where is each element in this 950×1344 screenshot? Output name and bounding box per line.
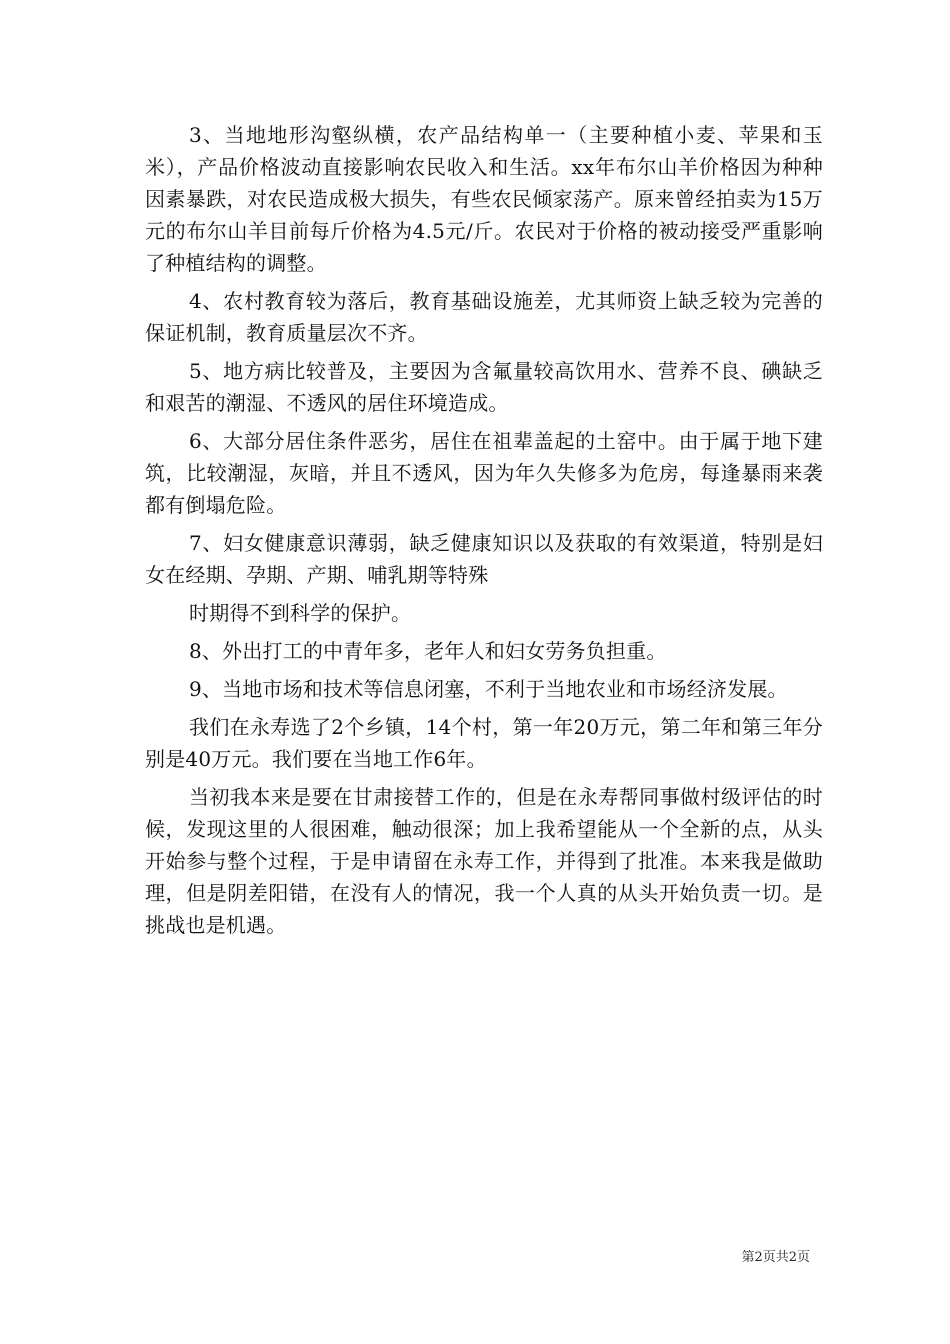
document-body: [145, 119, 823, 947]
paragraph-item-7: 7、妇女健康意识薄弱，缺乏健康知识以及获取的有效渠道，特别是妇女在经期、孕期、产期、哺乳期等特殊: [145, 531, 823, 587]
paragraph-item-3: 3、当地地形沟壑纵横，农产品结构单一（主要种植小麦、苹果和玉米），产品价格波动直接影响农民收入和生活。xx年布尔山羊价格因为种种因素暴跌，对农民造成极大损失，有些农民倾家荡产。原来曾经拍卖为15万元的布尔山羊目前每斤价格为4.5元/斤。农民对于价格的被动接受严重影响了种植结构的调整。: [145, 123, 823, 275]
paragraph-item-6: 6、大部分居住条件恶劣，居住在祖辈盖起的土窑中。由于属于地下建筑，比较潮湿，灰暗，并且不透风，因为年久失修多为危房，每逢暴雨来袭都有倒塌危险。: [145, 429, 823, 517]
page-number-footer: 第2页共2页: [741, 1250, 810, 1265]
paragraph-item-4: 4、农村教育较为落后，教育基础设施差，尤其师资上缺乏较为完善的保证机制，教育质量层次不齐。: [145, 289, 823, 345]
paragraph-item-7-continued: 时期得不到科学的保护。: [189, 601, 412, 625]
paragraph-personal-story: 当初我本来是要在甘肃接替工作的，但是在永寿帮同事做村级评估的时候，发现这里的人很困难，触动很深；加上我希望能从一个全新的点，从头开始参与整个过程，于是申请留在永寿工作，并得到了批准。本来我是做助理，但是阴差阳错，在没有人的情况，我一个人真的从头开始负责一切。是挑战也是机遇。: [145, 785, 823, 937]
paragraph-project-scope: 我们在永寿选了2个乡镇，14个村，第一年20万元，第二年和第三年分别是40万元。我们要在当地工作6年。: [145, 715, 823, 771]
paragraph-item-8: 8、外出打工的中青年多，老年人和妇女劳务负担重。: [189, 639, 667, 663]
paragraph-item-5: 5、地方病比较普及，主要因为含氟量较高饮用水、营养不良、碘缺乏和艰苦的潮湿、不透风的居住环境造成。: [145, 359, 823, 415]
paragraph-item-9: 9、当地市场和技术等信息闭塞，不利于当地农业和市场经济发展。: [189, 677, 788, 701]
